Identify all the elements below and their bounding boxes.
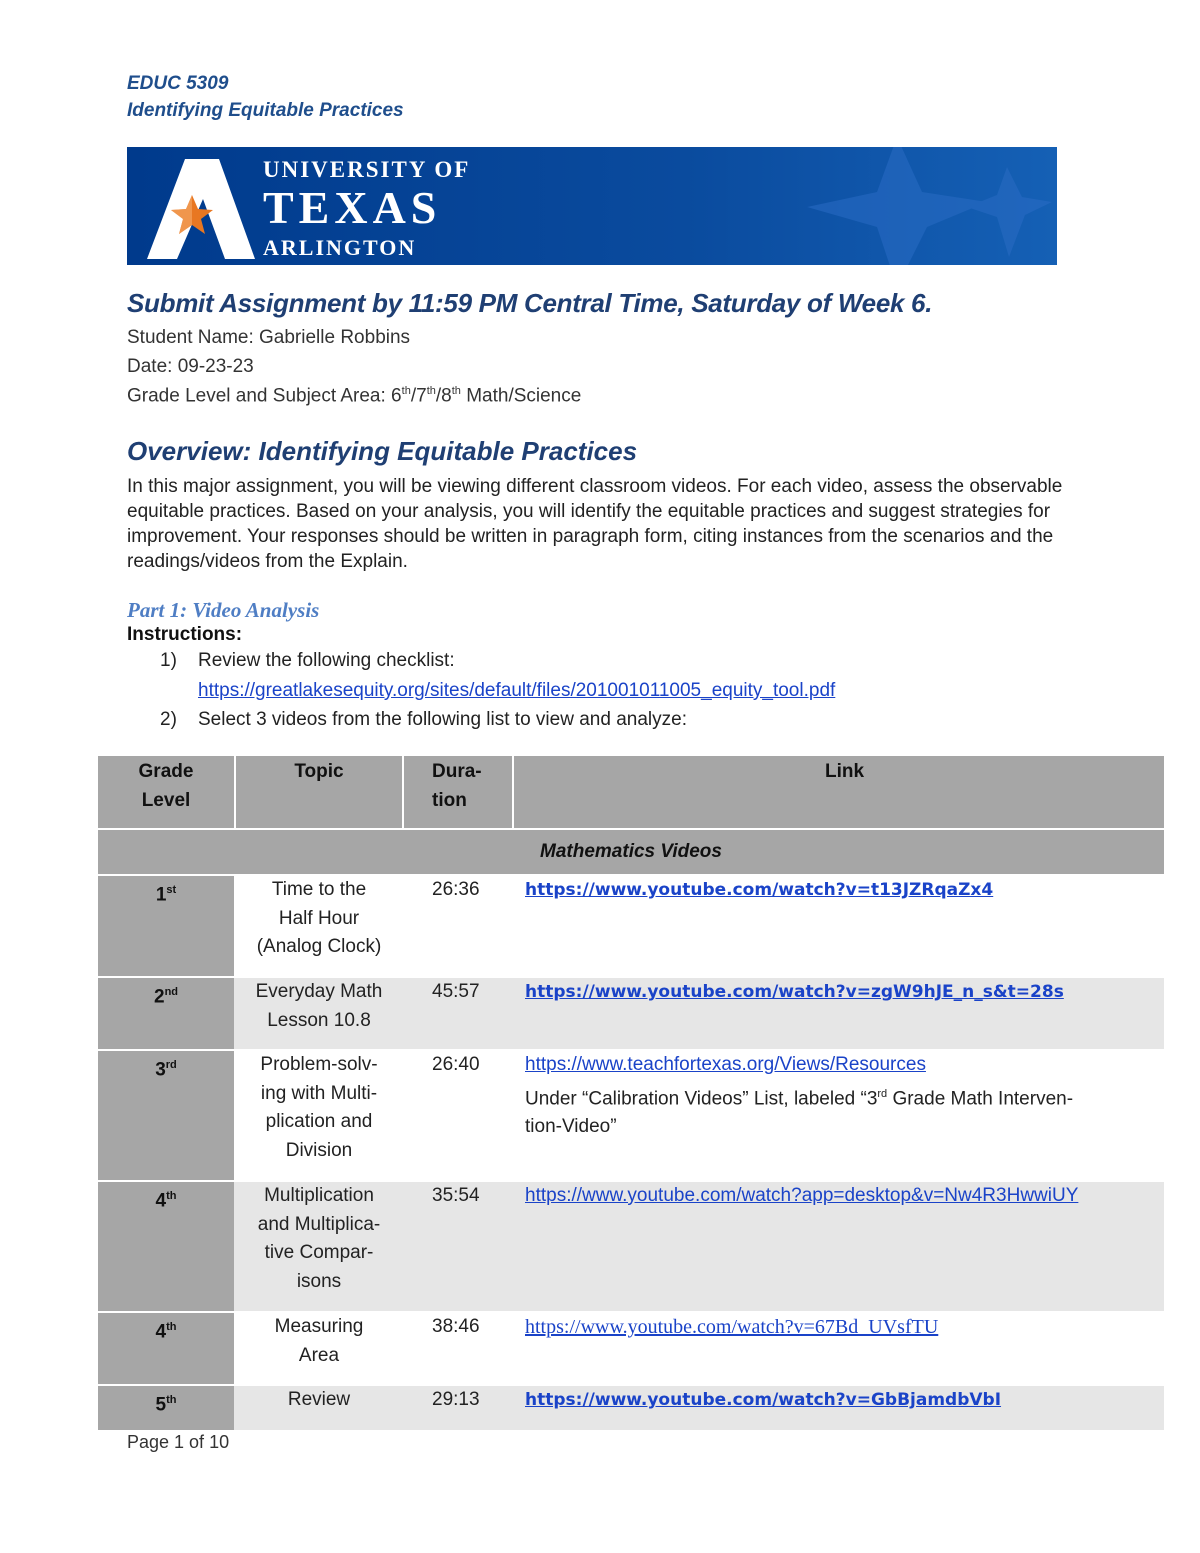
table-row xyxy=(98,1182,1164,1311)
uta-logo-icon xyxy=(137,147,257,265)
duration-cell: 26:40 xyxy=(432,1054,480,1075)
video-link[interactable]: https://www.youtube.com/watch?v=t13JZRqaZx4 xyxy=(525,880,994,900)
grade-cell: 4th xyxy=(98,1182,234,1311)
section-mathematics: Mathematics Videos xyxy=(98,830,1164,874)
grade-cell: 1st xyxy=(98,876,234,976)
equity-tool-link[interactable]: https://greatlakesequity.org/sites/default/files/201001011005_equity_tool.pdf xyxy=(198,680,836,701)
topic-cell: Review xyxy=(236,1386,402,1430)
table-row xyxy=(98,876,1164,976)
part1-title: Part 1: Video Analysis xyxy=(127,598,320,622)
grade-cell: 4th xyxy=(98,1313,234,1384)
instructions-label: Instructions: xyxy=(127,624,243,645)
video-link[interactable]: https://www.youtube.com/watch?app=desktop&v=Nw4R3HwwiUY xyxy=(525,1185,1079,1206)
video-link[interactable]: https://www.youtube.com/watch?v=GbBjamdbVbI xyxy=(525,1390,1002,1410)
video-link[interactable]: https://www.youtube.com/watch?v=67Bd_UVsfTU xyxy=(525,1316,939,1338)
duration-cell: 38:46 xyxy=(432,1316,480,1337)
grade-cell: 3rd xyxy=(98,1051,234,1180)
topic-cell: Problem-solv- ing with Multi- plication and Division xyxy=(260,1054,378,1161)
link-cell xyxy=(514,1051,1164,1180)
video-link[interactable]: https://www.youtube.com/watch?v=zgW9hJE_n_s&t=28s xyxy=(525,982,1064,1002)
duration-cell: 35:54 xyxy=(404,1182,512,1311)
table-header-row xyxy=(98,756,1164,828)
star-pattern-icon xyxy=(747,147,1057,265)
step1-text: Review the following checklist: xyxy=(198,650,455,671)
overview-body: In this major assignment, you will be viewing different classroom videos. For each video, assess the observable equitable practices. Based on your analysis, you will identify the equitable practices and suggest strategies for improvement. Your responses should be written in paragraph form, citing instances from the scenarios and the readings/videos from the Explain. xyxy=(127,476,1063,572)
table-row xyxy=(98,1051,1164,1180)
table-row xyxy=(98,1386,1164,1430)
duration-cell: 26:36 xyxy=(432,879,480,900)
university-banner xyxy=(127,147,1057,265)
header-duration: Dura- tion xyxy=(404,756,512,828)
banner-line-3: ARLINGTON xyxy=(263,235,417,260)
link-cell xyxy=(514,1182,1164,1311)
link-cell xyxy=(514,876,1164,976)
banner-line-1: UNIVERSITY OF xyxy=(263,157,471,182)
grade-cell: 2nd xyxy=(98,978,234,1049)
header-topic: Topic xyxy=(236,756,402,828)
link-cell xyxy=(514,1313,1164,1384)
document-header xyxy=(127,70,404,124)
topic-cell: Time to the Half Hour (Analog Clock) xyxy=(256,879,382,957)
step2-number: 2) xyxy=(160,709,177,730)
link-note-cont: tion-Video” xyxy=(525,1116,617,1138)
duration-cell: 45:57 xyxy=(404,978,512,1049)
banner-line-2: TEXAS xyxy=(263,182,442,233)
link-cell xyxy=(514,978,1164,1049)
step1-number: 1) xyxy=(160,650,177,671)
video-link[interactable]: https://www.teachfortexas.org/Views/Resources xyxy=(525,1054,926,1075)
overview-title: Overview: Identifying Equitable Practices xyxy=(127,436,638,466)
page-number: Page 1 of 10 xyxy=(127,1432,230,1452)
date-line: Date: 09-23-23 xyxy=(127,356,254,377)
header-link: Link xyxy=(514,756,1164,828)
link-cell xyxy=(514,1386,1164,1430)
grade-subject-line: Grade Level and Subject Area: 6th/7th/8th Math/Science xyxy=(127,385,582,407)
topic-cell: Everyday Math Lesson 10.8 xyxy=(236,978,402,1049)
course-subtitle: Identifying Equitable Practices xyxy=(127,100,404,121)
duration-cell: 29:13 xyxy=(404,1386,512,1430)
student-name: Student Name: Gabrielle Robbins xyxy=(127,327,411,348)
grade-cell: 5th xyxy=(98,1386,234,1430)
header-grade: Grade Level xyxy=(98,756,234,828)
link-note: Under “Calibration Videos” List, labeled “3rd Grade Math Interven- xyxy=(525,1087,1074,1109)
table-row xyxy=(98,1313,1164,1384)
topic-cell: Multiplication and Multiplica- tive Compar- isons xyxy=(236,1182,402,1311)
course-code: EDUC 5309 xyxy=(127,73,229,94)
step2-text: Select 3 videos from the following list to view and analyze: xyxy=(198,709,687,730)
table-row xyxy=(98,978,1164,1049)
submit-deadline: Submit Assignment by 11:59 PM Central Time, Saturday of Week 6. xyxy=(127,288,933,318)
topic-cell: Measuring Area xyxy=(274,1316,364,1366)
